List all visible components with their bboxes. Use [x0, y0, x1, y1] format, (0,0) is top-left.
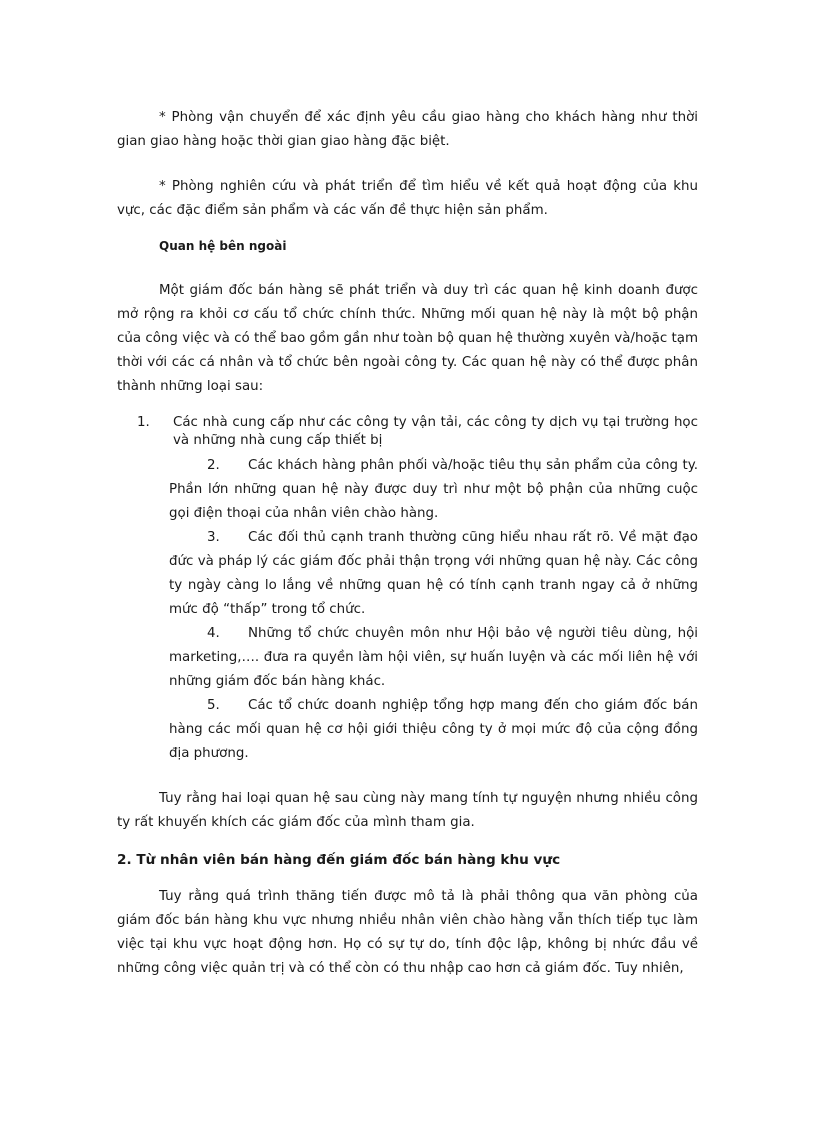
list-item-text: Các khách hàng phân phối và/hoặc tiêu thụ sản phẩm của công ty. Phần lớn những quan hệ này được duy trì như một bộ phận của những cuộc gọi điện thoại của nhân viên chào hàng.: [169, 458, 698, 521]
list-item: [137, 414, 698, 450]
list-item-number: 1.: [137, 415, 150, 430]
subheading-external-relations: Quan hệ bên ngoài: [159, 239, 287, 253]
list-item-number: 4.: [207, 626, 220, 641]
list-item-number: 2.: [207, 458, 220, 473]
list-item: [169, 526, 698, 622]
list-item: [169, 694, 698, 766]
paragraph-voluntary-relations: Tuy rằng hai loại quan hệ sau cùng này mang tính tự nguyện nhưng nhiều công ty rất khuyến khích các giám đốc của mình tham gia.: [117, 791, 698, 830]
list-item: [169, 454, 698, 526]
paragraph-promotion: Tuy rằng quá trình thăng tiến được mô tả là phải thông qua văn phòng của giám đốc bán hàng khu vực nhưng nhiều nhân viên chào hàng vẫn thích tiếp tục làm việc tại khu vực hoạt động hơn. Họ có sự tự do, tính độc lập, không bị nhức đầu về những công việc quản trị và có thể còn có thu nhập cao hơn cả giám đốc. Tuy nhiên,: [117, 889, 698, 976]
list-item-text: Các đối thủ cạnh tranh thường cũng hiểu nhau rất rõ. Về mặt đạo đức và pháp lý các giám đốc phải thận trọng với những quan hệ này. Các công ty ngày càng lo lắng về những quan hệ có tính cạnh tranh ngay cả ở những mức độ “thấp” trong tổ chức.: [169, 530, 698, 617]
paragraph-rnd-dept: * Phòng nghiên cứu và phát triển để tìm hiểu về kết quả hoạt động của khu vực, các đặc điểm sản phẩm và các vấn đề thực hiện sản phẩm.: [117, 179, 698, 218]
list-item-number: 5.: [207, 698, 220, 713]
list-item: [169, 622, 698, 694]
list-item-text: Các nhà cung cấp như các công ty vận tải, các công ty dịch vụ tại trường học và những nhà cung cấp thiết bị: [173, 415, 698, 448]
section-heading: 2. Từ nhân viên bán hàng đến giám đốc bán hàng khu vực: [117, 852, 561, 868]
paragraph-external-relations: Một giám đốc bán hàng sẽ phát triển và duy trì các quan hệ kinh doanh được mở rộng ra khỏi cơ cấu tổ chức chính thức. Những mối quan hệ này là một bộ phận của công việc và có thể bao gồm gần như toàn bộ quan hệ thường xuyên và/hoặc tạm thời với các cá nhân và tổ chức bên ngoài công ty. Các quan hệ này có thể được phân thành những loại sau:: [117, 283, 698, 394]
list-item-text: Những tổ chức chuyên môn như Hội bảo vệ người tiêu dùng, hội marketing,…. đưa ra quyền làm hội viên, sự huấn luyện và các mối liên hệ với những giám đốc bán hàng khác.: [169, 626, 698, 689]
paragraph-shipping-dept: * Phòng vận chuyển để xác định yêu cầu giao hàng cho khách hàng như thời gian giao hàng hoặc thời gian giao hàng đặc biệt.: [117, 110, 698, 149]
list-item-text: Các tổ chức doanh nghiệp tổng hợp mang đến cho giám đốc bán hàng các mối quan hệ cơ hội giới thiệu công ty ở mọi mức độ của cộng đồng địa phương.: [169, 698, 698, 761]
list-item-number: 3.: [207, 530, 220, 545]
